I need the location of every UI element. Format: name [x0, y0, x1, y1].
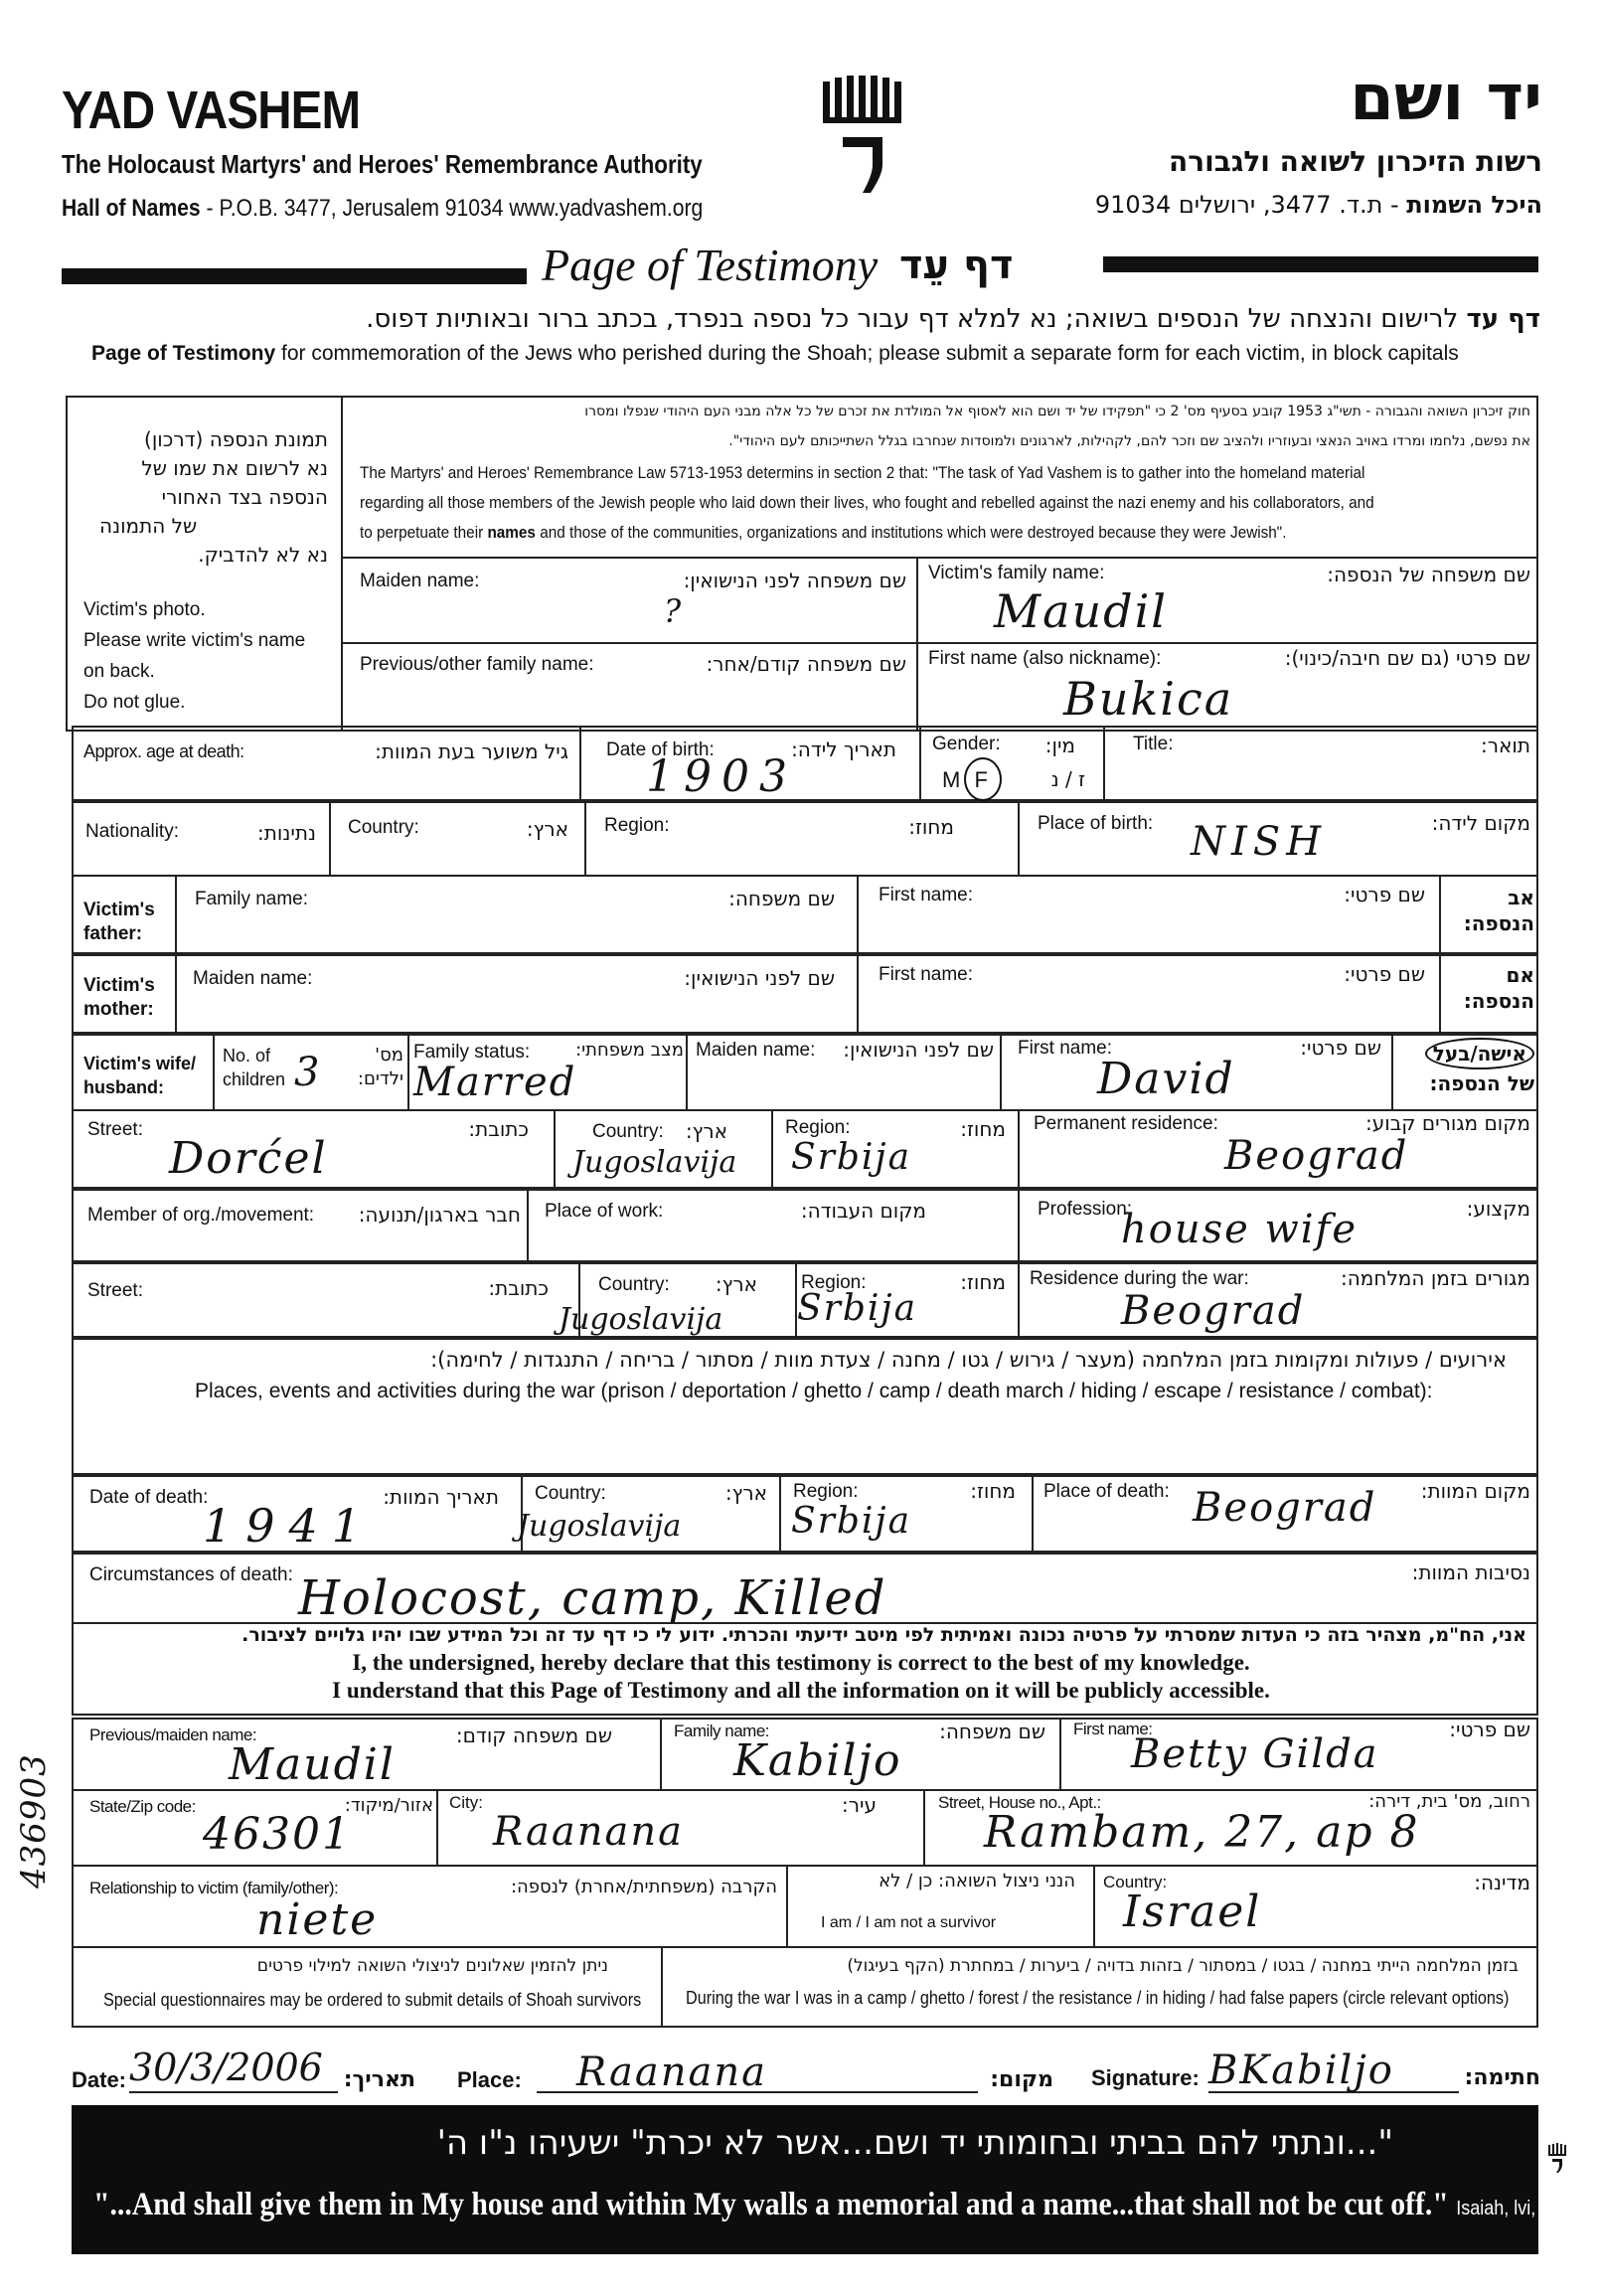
mother-div-3 [1439, 954, 1441, 1034]
sub-prev-label-he: שם משפחה קודם: [455, 1723, 612, 1747]
sub-first-label-he: שם פרטי: [1449, 1718, 1530, 1741]
photo-he-line: נא לא להדביק. [198, 543, 328, 567]
intro-he-bold: דף עד [1466, 304, 1540, 334]
footer-he: "...ונתתי להם בביתי ובחומותי יד ושם...אשר לא יכרת" ישעיהו נ"ו ה' [436, 2123, 1393, 2163]
sub-div-3 [436, 1789, 438, 1865]
hall-address-en [62, 195, 703, 223]
title-bar-left [62, 268, 527, 284]
mother-row-label-he: אם הנספה: [1463, 963, 1534, 1013]
address-en: - P.O.B. 3477, Jerusalem 91034 www.yadvashem.org [206, 195, 704, 222]
intro-en-bold: Page of Testimony [91, 342, 276, 365]
age-div-3 [1103, 726, 1105, 801]
law-en-3b: names [487, 523, 536, 542]
spouse-div-3 [686, 1034, 688, 1111]
nationality-label-he: נתינות: [257, 821, 316, 845]
questionnaire-left-he: ניתן להזמין שאלונים לניצולי השואה למילוי פרטים [256, 1956, 608, 1976]
photo-en-line: on back. [83, 661, 155, 682]
dob-value[interactable]: 1903 [646, 751, 797, 802]
law-en-line-1: The Martyrs' and Heroes' Remembrance Law 5713-1953 determins in section 2 that: "The task of Yad Vashem is to gather into the homeland material [360, 463, 1365, 482]
zip-value[interactable]: 46301 [203, 1809, 352, 1860]
father-div-2 [857, 875, 859, 954]
gender-label-he: מין: [1044, 734, 1075, 757]
first-name-label: First name (also nickname): [928, 648, 1162, 669]
first-name-value[interactable]: Bukica [1063, 672, 1234, 726]
sub-country-value[interactable]: Israel [1123, 1886, 1262, 1937]
sub-div-6 [1093, 1865, 1095, 1948]
questionnaire-right-he: בזמן המלחמה הייתי במחנה / בגטו / במסתור / בזהות בדויה / ביערות / במחתרת (הקף בעיגול) [847, 1956, 1519, 1976]
survivor-he[interactable]: הנני ניצול השואה: כן / לא [879, 1871, 1075, 1891]
father-first-label-he: שם פרטי: [1344, 883, 1425, 906]
sub-country-label: Country: [1103, 1873, 1168, 1891]
work-div-1 [527, 1189, 529, 1262]
family-name-value[interactable]: Maudil [994, 584, 1169, 638]
death-country-label-he: ארץ: [724, 1481, 767, 1505]
photo-he-line: של התמונה [99, 514, 198, 538]
sub-prev-label: Previous/maiden name: [89, 1725, 257, 1744]
member-label-he: חבר בארגון/תנועה: [358, 1203, 521, 1227]
death-country-label: Country: [535, 1483, 606, 1504]
photo-divider [341, 396, 343, 732]
place-label-he: מקום: [990, 2067, 1053, 2092]
org-subtitle-he: רשות הזיכרון לשואה ולגבורה [1169, 145, 1542, 178]
photo-he-line: הנספה בצד האחורי [161, 485, 328, 509]
mother-maiden-label-he: שם לפני הנישואין: [684, 966, 835, 990]
nat-div-3 [1018, 801, 1020, 877]
sub-street-value[interactable]: Rambam, 27, ap 8 [984, 1807, 1420, 1858]
war-country-label: Country: [598, 1274, 670, 1295]
spouse-maiden-label: Maiden name: [696, 1040, 816, 1061]
family-status-label: Family status: [413, 1042, 531, 1063]
law-en-line-3 [360, 523, 1286, 543]
previous-family-name-label-he: שם משפחה קודם/אחר: [706, 652, 906, 676]
war-region-label-he: מחוז: [960, 1270, 1006, 1294]
spouse-first-label: First name: [1018, 1038, 1113, 1059]
gender-options[interactable]: M F [942, 767, 988, 792]
death-div-3 [1032, 1475, 1034, 1553]
death-date-label-he: תאריך המוות: [383, 1485, 499, 1509]
spouse-he-line-2: של הנספה: [1429, 1071, 1534, 1095]
res-region-label: Region: [785, 1117, 851, 1138]
age-label: Approx. age at death: [83, 741, 244, 761]
spouse-row-label: Victim's wife/ husband: [83, 1054, 196, 1097]
res-country-value[interactable]: Jugoslavija [572, 1145, 737, 1180]
hall-name-he: היכל השמות [1406, 191, 1542, 219]
res-div-1 [554, 1109, 556, 1189]
menorah-small-icon [1546, 2143, 1568, 2175]
footer-cite: Isaiah, lvi, 56:5 [1456, 2198, 1576, 2219]
circumstances-value[interactable]: Holocost, camp, Killed [298, 1570, 887, 1626]
side-reference-number: 436903 [14, 1753, 54, 1888]
spouse-div-4 [1000, 1034, 1002, 1111]
war-region-value[interactable]: Srbija [797, 1288, 918, 1329]
war-street-label-he: כתובת: [488, 1276, 549, 1300]
law-he-line-2: את נפשם, נלחמו ומרדו באויב הנאצי ובעוזריו ולהציב שם וזכר להם, לקהילות, לארגונים ולמוסדות שנחרבו בגלל השתייכותם לעם היהודי". [728, 433, 1530, 449]
mother-first-label-he: שם פרטי: [1344, 962, 1425, 986]
maiden-name-value[interactable]: ? [664, 592, 684, 630]
death-region-label-he: מחוז: [970, 1479, 1016, 1503]
father-family-label: Family name: [195, 889, 309, 909]
sub-family-value[interactable]: Kabiljo [733, 1735, 902, 1786]
war-residence-label: Residence during the war: [1030, 1268, 1249, 1289]
photo-he-line: נא לרשום את שמו של [141, 456, 328, 480]
region-label-he: מחוז: [908, 815, 954, 839]
spouse-he-line-1: אישה/בעל [1425, 1038, 1534, 1069]
form-title-en: Page of Testimony [542, 240, 879, 290]
date-value[interactable]: 30/3/2006 [129, 2046, 323, 2089]
mother-row-label: Victim's mother: [83, 975, 155, 1020]
sub-div-2 [1059, 1718, 1061, 1789]
intro-he [366, 304, 1540, 334]
country-label: Country: [348, 817, 419, 838]
war-street-label: Street: [87, 1280, 143, 1301]
sub-div-4 [923, 1789, 925, 1865]
place-value[interactable]: Raanana [576, 2050, 767, 2095]
maiden-name-label: Maiden name: [360, 571, 480, 591]
father-div-1 [175, 875, 177, 954]
work-div-2 [1018, 1189, 1020, 1262]
declaration-he: אני, הח"מ, מצהיר בזה כי העדות שמסרתי על פרטיה נכונה ואמיתית לפי מיטב ידיעתי והכרתי. ידוע לי כי דף עד זה וכל המידע שבו יהיו גלויים לציבור. [241, 1624, 1526, 1646]
zip-label: State/Zip code: [89, 1797, 196, 1816]
spouse-div-5 [1391, 1034, 1393, 1111]
permanent-residence-label: Permanent residence: [1034, 1113, 1218, 1134]
profession-label: Profession: [1038, 1199, 1133, 1220]
sub-street-label-he: רחוב, מס' בית, דירה: [1368, 1791, 1530, 1812]
sub-first-label: First name: [1073, 1720, 1153, 1738]
maiden-name-label-he: שם משפחה לפני הנישואין: [683, 569, 906, 592]
death-date-label: Date of death: [89, 1487, 209, 1508]
footer-en-text: "...And shall give them in My house and within My walls a memorial and a name...that shall not be cut off." [93, 2187, 1449, 2222]
relationship-value[interactable]: niete [256, 1894, 379, 1945]
place-of-birth-value[interactable]: NISH [1191, 819, 1328, 865]
gender-selected-circle-icon [964, 757, 1002, 801]
sub-div-1 [660, 1718, 662, 1789]
street-label-he: כתובת: [468, 1117, 529, 1141]
questionnaire-right-en: During the war I was in a camp / ghetto / forest / the resistance / in hiding / had false papers (circle relevant options) [686, 1988, 1510, 2008]
profession-label-he: מקצוע: [1466, 1197, 1530, 1221]
age-div-2 [919, 726, 921, 801]
org-name-he: יד ושם [1350, 62, 1542, 135]
questionnaire-left-en: Special questionnaires may be ordered to submit details of Shoah survivors [103, 1990, 642, 2010]
res-country-label-he: ארץ: [685, 1119, 727, 1143]
father-first-label: First name: [879, 885, 974, 905]
nat-div-1 [329, 801, 331, 877]
address-he: - ת.ד. 3477, ירושלים 91034 [1094, 191, 1399, 219]
spouse-first-label-he: שם פרטי: [1300, 1036, 1381, 1060]
sub-row-2-bottom [72, 1865, 1538, 1867]
org-subtitle-en: The Holocaust Martyrs' and Heroes' Remembrance Authority [62, 149, 703, 179]
father-div-3 [1439, 875, 1441, 954]
signature-label: Signature: [1091, 2065, 1200, 2090]
death-region-label: Region: [793, 1481, 859, 1502]
city-label: City: [449, 1793, 483, 1812]
sub-prev-value[interactable]: Maudil [229, 1739, 396, 1790]
profession-value[interactable]: house wife [1121, 1207, 1359, 1252]
war-country-value[interactable]: Jugoslavija [559, 1302, 723, 1337]
law-en-3c: and those of the communities, organizations and institutions which were destroyed because they were Jewish". [540, 523, 1287, 542]
photo-en-line: Do not glue. [83, 692, 186, 713]
zip-label-he: אזור/מיקוד: [344, 1795, 433, 1816]
spouse-maiden-label-he: שם לפני הנישואין: [843, 1038, 994, 1062]
death-date-value[interactable]: 1941 [203, 1499, 376, 1553]
sub-first-value[interactable]: Betty Gilda [1131, 1731, 1379, 1777]
children-value[interactable]: 3 [294, 1050, 322, 1095]
res-region-value[interactable]: Srbija [791, 1137, 912, 1178]
death-div-2 [779, 1475, 781, 1553]
events-he: אירועים / פעולות ומקומות בזמן המלחמה (מעצר / גירוש / גטו / מחנה / צעדת מוות / מסתור / בריחה / התנגדות / לחימה): [430, 1348, 1507, 1372]
menorah-logo-icon [813, 76, 912, 205]
mother-div-2 [857, 954, 859, 1034]
org-name-en: YAD VASHEM [62, 81, 361, 140]
sub-street-label: Street, House no., Apt.: [938, 1793, 1101, 1812]
street-label: Street: [87, 1119, 143, 1140]
res-div-2 [771, 1109, 773, 1189]
family-status-value[interactable]: Marred [413, 1060, 577, 1105]
photo-en-line: Please write victim's name [83, 630, 306, 651]
res-region-label-he: מחוז: [960, 1117, 1006, 1141]
age-div-1 [579, 726, 581, 801]
declaration-en-2: I understand that this Page of Testimony and all the information on it will be publicly accessible. [332, 1678, 1270, 1703]
family-name-label: Victim's family name: [928, 563, 1105, 583]
intro-he-text: לרישום והנצחה של הנספים בשואה; נא למלא דף עבור כל נספה בנפרד, בכתב ברור ובאותיות דפוס. [366, 304, 1459, 334]
country-label-he: ארץ: [526, 817, 568, 841]
name-row-divider [341, 642, 1538, 644]
city-value[interactable]: Raanana [493, 1809, 684, 1855]
place-of-work-label: Place of work: [545, 1201, 664, 1222]
war-div-3 [1018, 1262, 1020, 1338]
sub-family-label: Family name: [674, 1722, 770, 1740]
war-residence-label-he: מגורים בזמן המלחמה: [1340, 1266, 1530, 1290]
mother-div-1 [175, 954, 177, 1034]
street-value[interactable]: Dorćel [169, 1133, 328, 1184]
father-row-label-he: אב הנספה: [1463, 886, 1534, 935]
spouse-first-value[interactable]: David [1097, 1054, 1235, 1104]
intro-en [91, 342, 1459, 366]
sub-country-label-he: מדינה: [1474, 1871, 1530, 1894]
title-label-he: תואר: [1481, 734, 1530, 757]
law-divider [341, 557, 1538, 559]
place-label: Place: [457, 2067, 522, 2092]
previous-family-name-label: Previous/other family name: [360, 654, 594, 675]
region-label: Region: [604, 815, 670, 836]
mother-maiden-label: Maiden name: [193, 968, 313, 989]
form-title-he: דף עֵד [899, 243, 1014, 288]
hall-name-en: Hall of Names [62, 195, 201, 222]
member-label: Member of org./movement: [87, 1205, 315, 1226]
circumstances-label-he: נסיבות המוות: [1411, 1560, 1530, 1584]
father-row-label: Victim's father: [83, 900, 155, 944]
war-country-label-he: ארץ: [715, 1272, 757, 1296]
nat-div-2 [584, 801, 586, 877]
city-label-he: עיר: [841, 1793, 877, 1817]
death-place-label-he: מקום המוות: [1420, 1479, 1530, 1503]
age-label-he: גיל משוער בעת המוות: [375, 739, 568, 763]
sub-family-label-he: שם משפחה: [939, 1720, 1045, 1743]
permanent-residence-value[interactable]: Beograd [1224, 1133, 1409, 1179]
title-bar-right [1103, 256, 1538, 272]
intro-en-text: for commemoration of the Jews who perished during the Shoah; please submit a separate form for each victim, in block capitals [281, 342, 1459, 365]
death-region-value[interactable]: Srbija [791, 1501, 912, 1542]
children-label-he: מס' ילדים: [357, 1045, 403, 1089]
date-underline [129, 2091, 338, 2093]
nationality-label: Nationality: [85, 821, 179, 842]
photo-en-line: Victim's photo. [83, 599, 206, 620]
law-en-line-2: regarding all those members of the Jewish people who laid down their lives, who fought and rebelled against the nazi enemy and his collaborators, and [360, 493, 1374, 512]
questionnaire-div [661, 1946, 663, 2028]
circumstances-label: Circumstances of death: [89, 1564, 293, 1585]
law-en-3a: to perpetuate their [360, 523, 484, 542]
family-name-label-he: שם משפחה של הנספה: [1327, 563, 1530, 586]
father-family-label-he: שם משפחה: [728, 887, 835, 910]
first-name-label-he: שם פרטי (גם שם חיבה/כינוי): [1284, 646, 1530, 670]
hall-address-he [1095, 191, 1542, 219]
name-col-divider [916, 557, 918, 732]
gender-label: Gender: [932, 734, 1001, 754]
relationship-label: Relationship to victim (family/other): [89, 1879, 339, 1897]
spouse-row-label-he [1407, 1038, 1534, 1097]
photo-instructions-he [80, 425, 328, 570]
children-label: No. of children [223, 1046, 286, 1089]
family-status-label-he: מצב משפחתי: [575, 1040, 684, 1061]
title-label: Title: [1133, 734, 1174, 754]
survivor-en[interactable]: I am / I am not a survivor [821, 1914, 997, 1931]
photo-he-line: תמונת הנספה (דרכון) [144, 427, 328, 451]
res-div-3 [1018, 1109, 1020, 1189]
signature-label-he: חתימה: [1464, 2065, 1540, 2090]
res-country-label: Country: [592, 1121, 664, 1142]
events-en: Places, events and activities during the war (prison / deportation / ghetto / camp / death march / hiding / escape / resistance / combat): [195, 1380, 1433, 1402]
death-place-label: Place of death: [1043, 1481, 1170, 1502]
place-of-birth-label: Place of birth: [1038, 813, 1154, 834]
photo-instructions-en [83, 594, 305, 718]
permanent-residence-label-he: מקום מגורים קבוע: [1365, 1111, 1530, 1135]
sub-div-5 [786, 1865, 788, 1948]
spouse-div-2 [407, 1034, 409, 1111]
dob-label-he: תאריך לידה: [791, 738, 896, 761]
signature-value[interactable]: BKabiljo [1208, 2048, 1394, 2093]
war-residence-value[interactable]: Beograd [1121, 1288, 1306, 1334]
death-place-value[interactable]: Beograd [1193, 1485, 1377, 1531]
mother-first-label: First name: [879, 964, 974, 985]
date-label-he: תאריך: [343, 2067, 415, 2092]
footer-en [93, 2187, 1575, 2223]
dob-label: Date of birth: [606, 739, 715, 760]
death-country-value[interactable]: Jugoslavija [517, 1509, 682, 1544]
war-region-label: Region: [801, 1272, 867, 1293]
declaration-en-1: I, the undersigned, hereby declare that this testimony is correct to the best of my knowledge. [352, 1650, 1250, 1675]
place-of-work-label-he: מקום העבודה: [800, 1199, 926, 1223]
place-of-birth-label-he: מקום לידה: [1431, 811, 1530, 835]
gender-options-he: ז / נ [1050, 767, 1085, 791]
relationship-label-he: הקרבה (משפחתית/אחרת) לנספה: [510, 1877, 777, 1897]
date-label: Date: [72, 2067, 127, 2092]
law-he-line-1: חוק זיכרון השואה והגבורה - תשי"ג 1953 קובע בסעיף מס' 2 כי "תפקידו של יד ושם הוא לאסוף אל המולדת את זכרם של כל אלה מבני העם היהודי שנפלו ומסרו [584, 404, 1530, 419]
